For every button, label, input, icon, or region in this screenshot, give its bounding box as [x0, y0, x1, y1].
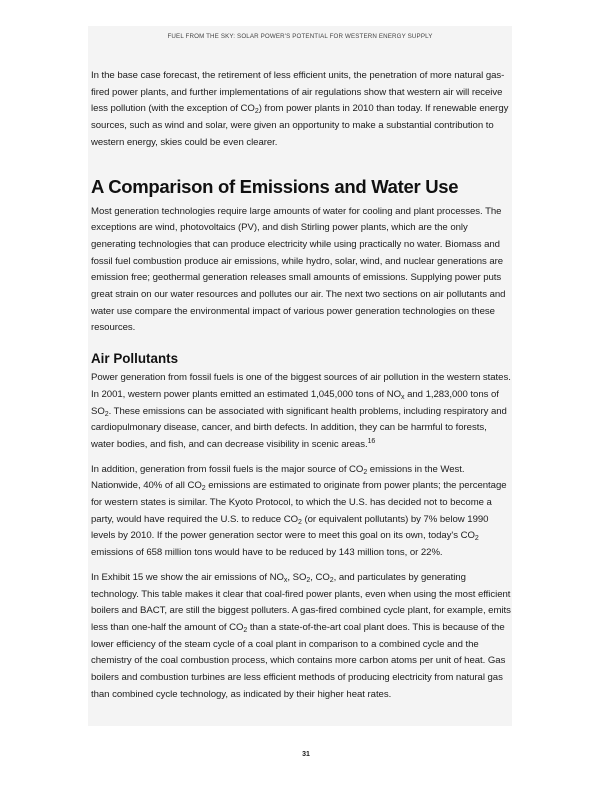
text-run: , CO: [310, 571, 330, 583]
subscript: 2: [243, 626, 248, 634]
subscript: 2: [363, 468, 368, 476]
text-run: In the base case forecast, the retirement of less efficient units, the penetration of more natural gas-fired power plants, and further implementations of air regulations show that western air will receive less pollution (with the exception of CO: [91, 70, 505, 115]
text-run: than a state-of-the-art coal plant does. This is because of the lower efficiency of the steam cycle of a coal plant in comparison to a combined cycle and the chemistry of the coal combustion process, which contains more carbon atoms per unit of heat. Gas boilers and combustion turbines are less efficient methods of producing electricity from natural gas than combined cycle technology, as indicated by their higher heat rates.: [91, 621, 506, 700]
footnote-marker: 16: [367, 437, 376, 445]
subscript: x: [401, 393, 405, 401]
text-run: (or equivalent pollutants) by 7% below 1990 levels by 2010. If the power generation sector were to meet this goal on its own, today's CO: [91, 513, 489, 542]
text-run: , and particulates by generating technology. This table makes it clear that coal-fired power plants, even when using the most efficient boilers and BACT, are still the biggest polluters. A gas-fired combined cycle plant, for example, emits less than one-half the amount of CO: [91, 571, 511, 633]
subscript: x: [283, 576, 288, 584]
subscript: 2: [298, 518, 302, 526]
text-run: , SO: [287, 571, 307, 583]
text-run: emissions in the West. Nationwide, 40% of all CO: [91, 463, 465, 492]
subscript: 2: [329, 576, 334, 584]
text-run: ) from power plants in 2010 than today. If renewable energy sources, such as wind and solar, were given an opportunity to make a substantial contribution to western energy, skies could be even clearer.: [91, 103, 509, 148]
air-paragraph-2: [91, 462, 511, 562]
subscript: 2: [201, 485, 206, 493]
intro-paragraph: [91, 68, 511, 152]
text-run: Power generation from fossil fuels is one of the biggest sources of air pollution in the western states. In 2001, western power plants emitted an estimated 1,045,000 tons of NO: [91, 372, 511, 400]
text-run: emissions are estimated to originate from power plants; the percentage for western states is similar. The Kyoto Protocol, to which the U.S. has decided not to become a party, would have required the U.S. to reduce CO: [91, 480, 507, 525]
subscript: 2: [306, 576, 311, 584]
text-run: . These emissions can be associated with significant health problems, including respiratory and cardiopulmonary disease, cancer, and birth defects. In addition, they can be harmful to forests, water bodies, and fish, and can decrease visibility in scenic areas.: [91, 405, 507, 450]
air-paragraph-3: [91, 570, 511, 704]
text-run: In addition, generation from fossil fuels is the major source of CO: [91, 463, 364, 475]
text-run: and 1,283,000 tons of SO: [91, 388, 499, 417]
subscript: 2: [474, 535, 479, 543]
running-header: FUEL FROM THE SKY: SOLAR POWER'S POTENTIAL FOR WESTERN ENERGY SUPPLY: [167, 33, 433, 40]
subscript: 2: [104, 410, 109, 418]
page-content: [91, 68, 511, 704]
text-run: emissions of 658 million tons would have to be reduced by 143 million tons, or 22%.: [91, 547, 443, 559]
text-run: In Exhibit 15 we show the air emissions of NO: [91, 571, 284, 583]
section-heading: A Comparison of Emissions and Water Use: [91, 175, 459, 197]
subsection-heading: Air Pollutants: [91, 351, 179, 367]
page-number: 31: [302, 751, 310, 758]
section-paragraph: Most generation technologies require large amounts of water for cooling and plant processes. The exceptions are wind, photovoltaics (PV), and dish Stirling power plants, which are the only generating technologies that can produce electricity while using practically no water. Biomass and fossil fuel combustion produce air emissions, while hydro, solar, wind, and nuclear generations are emission free; geothermal generation releases small amounts of emissions. Supplying power puts great strain on our water resources and pollutes our air. The next two sections on air pollutants and water use compare the environmental impact of various power generation technologies on these resources.: [91, 205, 506, 334]
air-paragraph-1: [91, 370, 511, 454]
subscript: 2: [254, 108, 259, 116]
